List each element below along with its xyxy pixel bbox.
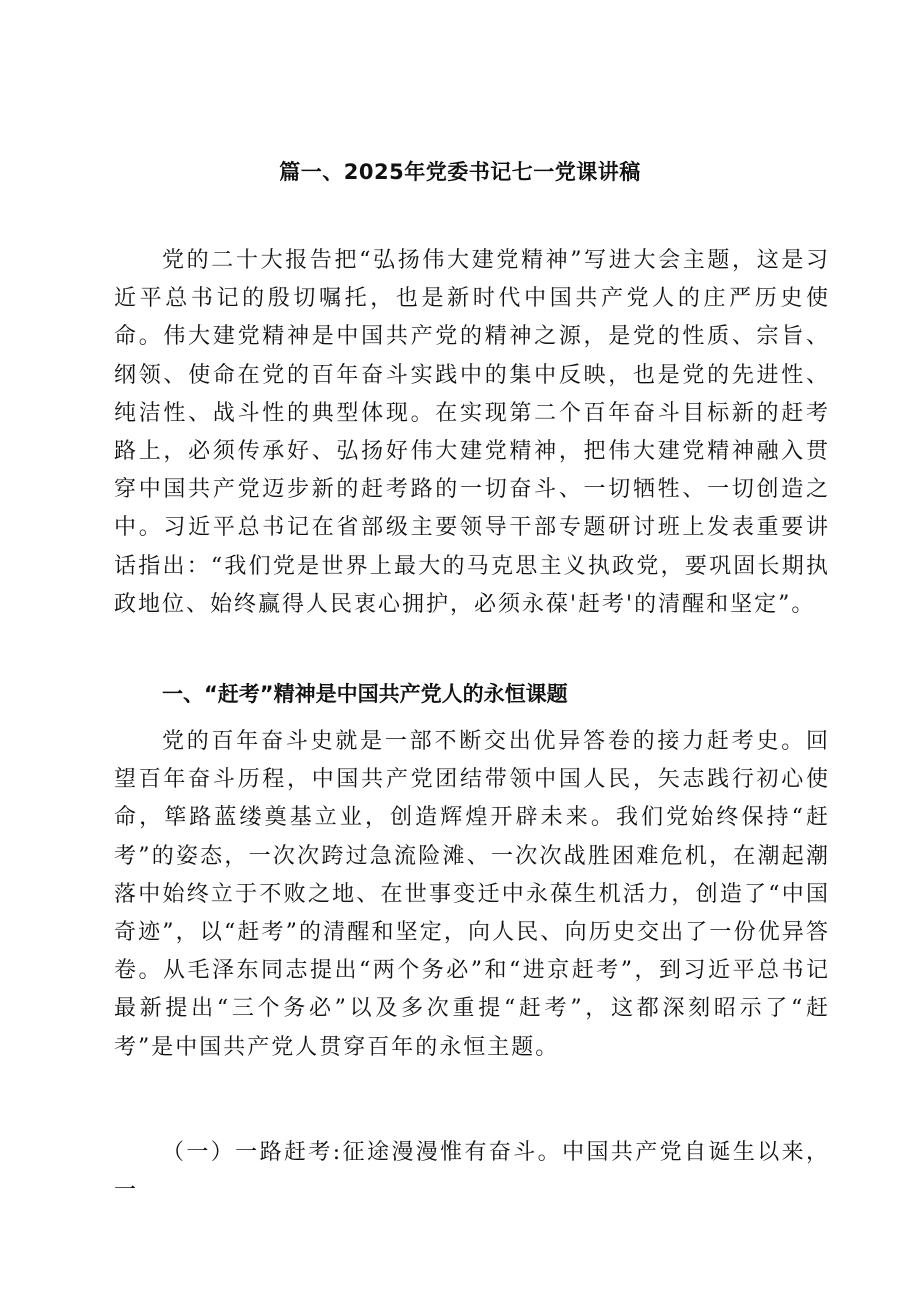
paragraph-intro: 党的二十大报告把“弘扬伟大建党精神”写进大会主题，这是习近平总书记的殷切嘱托，也是新时代中国共产党人的庄严历史使命。伟大建党精神是中国共产党的精神之源，是党的性质、宗旨、纲领、使命在党的百年奋斗实践中的集中反映，也是党的先进性、纯洁性、战斗性的典型体现。在实现第二个百年奋斗目标新的赶考路上，必须传承好、弘扬好伟大建党精神，把伟大建党精神融入贯穿中国共产党迈步新的赶考路的一切奋斗、一切牺牲、一切创造之中。习近平总书记在省部级主要领导干部专题研讨班上发表重要讲话指出：“我们党是世界上最大的马克思主义执政党，要巩固长期执政地位、始终赢得人民衷心拥护，必须永葆'赶考'的清醒和坚定”。 bbox=[114, 248, 830, 617]
document-title: 篇一、2025年党委书记七一党课讲稿 bbox=[279, 160, 641, 184]
paragraph-section-one: 党的百年奋斗史就是一部不断交出优异答卷的接力赶考史。回望百年奋斗历程，中国共产党团结带领中国人民，矢志践行初心使命，筚路蓝缕奠基立业，创造辉煌开辟未来。我们党始终保持“赶考”的姿态，一次次跨过急流险滩、一次次战胜困难危机，在潮起潮落中始终立于不败之地、在世事变迁中永葆生机活力，创造了“中国奇迹”，以“赶考”的清醒和坚定，向人民、向历史交出了一份优异答卷。从毛泽东同志提出“两个务必”和“进京赶考”，到习近平总书记最新提出“三个务必”以及多次重提“赶考”，这都深刻昭示了“赶考”是中国共产党人贯穿百年的永恒主题。 bbox=[114, 729, 830, 1060]
section-heading: 一、“赶考”精神是中国共产党人的永恒课题 bbox=[162, 682, 568, 706]
paragraph-subsection-one: （一）一路赶考:征途漫漫惟有奋斗。中国共产党自诞生以来，一 bbox=[114, 1140, 830, 1204]
